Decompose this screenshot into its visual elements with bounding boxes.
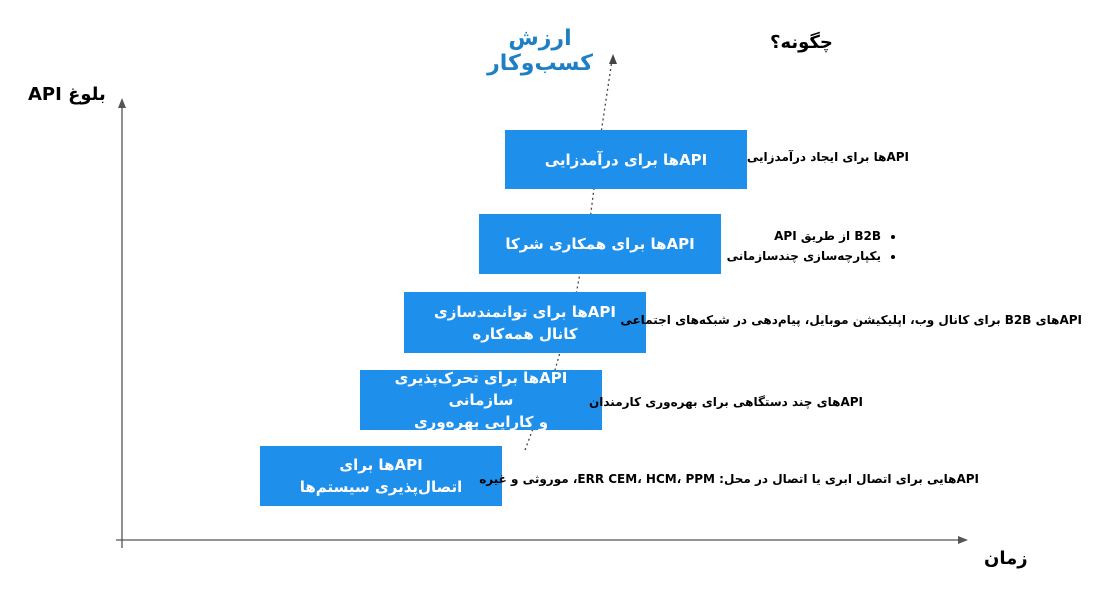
stage-3-line-1: APIها برای توانمندسازی — [434, 302, 616, 321]
stage-1-line-1: APIها برای — [339, 456, 423, 474]
stage-2-line-1: APIها برای تحرک‌پذیری سازمانی — [394, 369, 568, 409]
stage-1-line-2: اتصال‌پذیری سیستم‌ها — [299, 478, 463, 496]
note-stage-4 — [727, 226, 895, 266]
note-stage-4-item-2: • یکپارچه‌سازی چندسازمانی — [727, 246, 881, 266]
stage-4-line-1: APIها برای همکاری شرکا — [505, 235, 695, 253]
note-stage-4-item-1: • B2B از طریق API — [727, 226, 881, 246]
stage-3-line-2: کانال همه‌کاره — [472, 324, 578, 343]
business-value-title: ارزش کسب‌وکار — [487, 26, 593, 76]
stage-5-line-1: APIها برای درآمدزایی — [544, 150, 708, 169]
y-axis-label: بلوغ API — [28, 84, 106, 105]
x-axis-arrow-icon — [958, 536, 968, 544]
stage-box-partner-collaboration — [479, 214, 721, 274]
how-title: چگونه؟ — [770, 32, 833, 53]
stage-2-line-2: و کارایی بهره‌وری — [413, 413, 549, 431]
note-stage-5: APIها برای ایجاد درآمدزایی — [746, 150, 909, 164]
y-axis-arrow-icon — [118, 98, 126, 108]
note-stage-1: APIهایی برای اتصال ابری یا اتصال در محل: ERR CEM، HCM، PPM، موروثی و غیره — [479, 472, 979, 486]
x-axis-label: زمان — [984, 548, 1028, 569]
note-stage-3: APIهای B2B برای کانال وب، اپلیکیشن موبایل، پیام‌دهی در شبکه‌های اجتماعی — [620, 313, 1082, 327]
note-stage-2: APIهای چند دستگاهی برای بهره‌وری کارمندان — [589, 395, 863, 409]
note-stage-4-list — [727, 226, 895, 266]
stage-box-system-connectivity — [260, 446, 502, 506]
stage-box-monetization — [505, 130, 747, 189]
stage-box-omnichannel — [404, 292, 646, 353]
stage-box-organizational-mobility — [360, 370, 602, 430]
